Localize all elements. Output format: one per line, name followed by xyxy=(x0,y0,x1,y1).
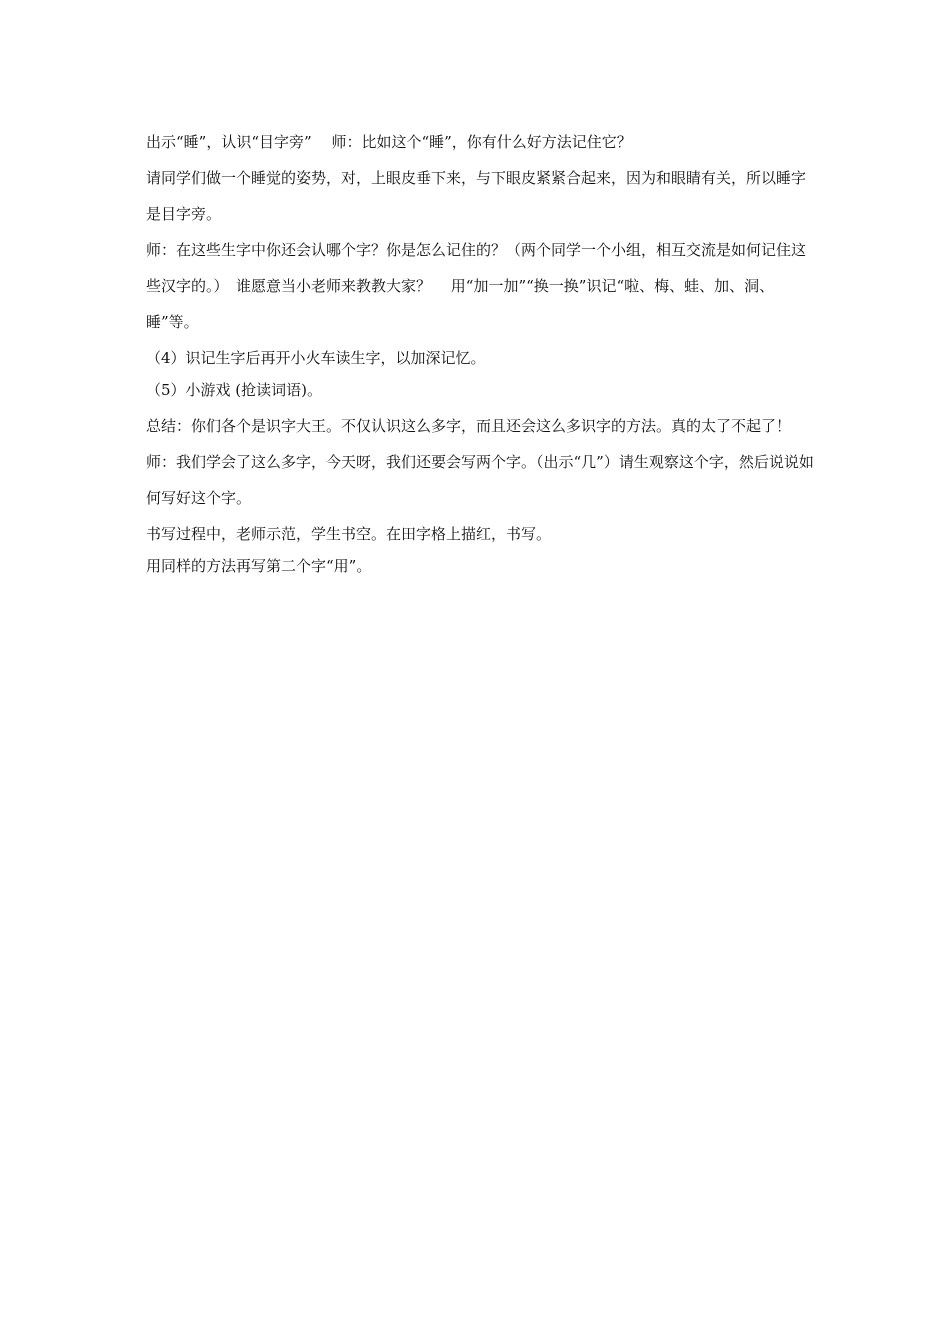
paragraph-sleep-gesture: 请同学们做一个睡觉的姿势，对，上眼皮垂下来，与下眼皮紧紧合起来，因为和眼睛有关，所以睡字是目字旁。 xyxy=(146,169,807,223)
paragraph-writing-process: 书写过程中，老师示范，学生书空。在田字格上描红，书写。 xyxy=(146,525,552,543)
paragraph-teacher-question: 师：在这些生字中你还会认哪个字？你是怎么记住的？（两个同学一个小组，相互交流是如何记住这些汉字的。） 谁愿意当小老师来教教大家？ 用“加一加”“换一换”识记“啦、梅、蛙、加、洞、睡”等。 xyxy=(146,241,807,331)
paragraph-second-character: 用同样的方法再写第二个字“用”。 xyxy=(146,557,372,575)
paragraph-step-5: （5）小游戏 (抢读词语)。 xyxy=(146,381,323,399)
paragraph-step-4: （4）识记生字后再开小火车读生字，以加深记忆。 xyxy=(146,349,486,367)
paragraph-show-sleep-character: 出示“睡”，认识“目字旁” 师：比如这个“睡”，你有什么好方法记住它？ xyxy=(146,133,632,151)
paragraph-summary: 总结：你们各个是识字大王。不仅认识这么多字，而且还会这么多识字的方法。真的太了不起了！ xyxy=(146,417,792,435)
paragraph-writing-intro: 师：我们学会了这么多字，今天呀，我们还要会写两个字。（出示“几”）请生观察这个字，然后说说如何写好这个字。 xyxy=(146,453,814,507)
document-body xyxy=(146,124,816,584)
